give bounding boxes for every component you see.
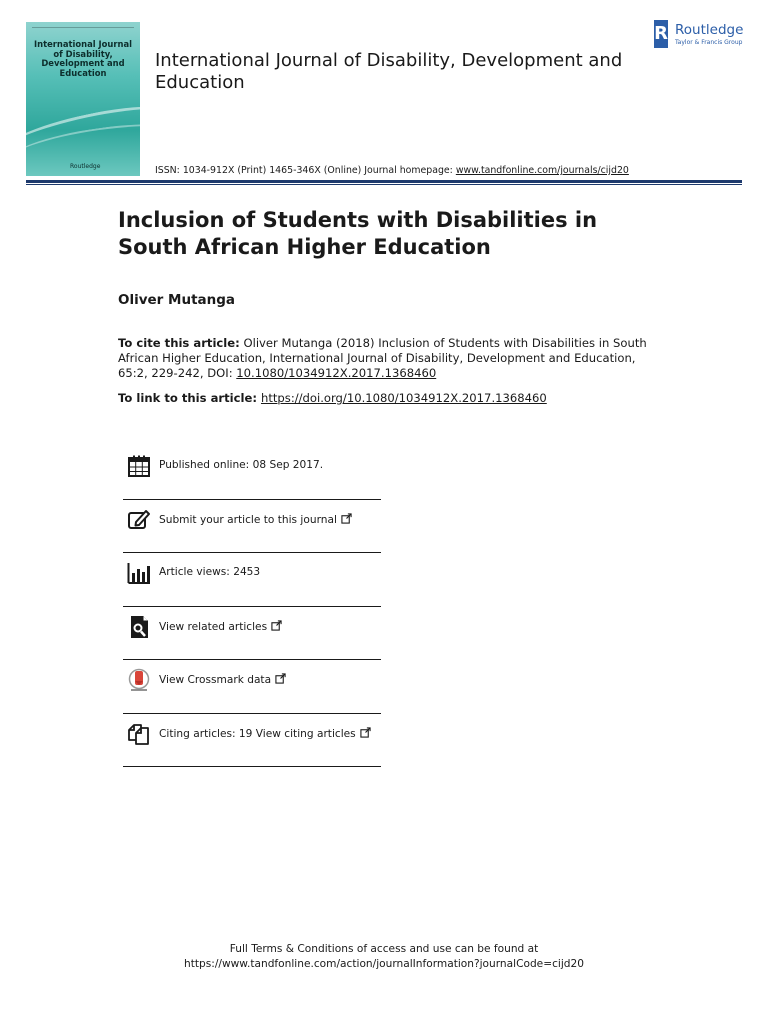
article-link-block (118, 391, 547, 406)
cover-publisher-logo: Routledge (70, 163, 101, 170)
footer-terms-url[interactable]: https://www.tandfonline.com/action/journalInformation?journalCode=cijd20 (183, 958, 584, 970)
external-link-icon (360, 727, 371, 738)
info-submit-article[interactable] (123, 500, 381, 554)
external-link-icon (275, 673, 286, 684)
author-name: Oliver Mutanga (118, 292, 236, 308)
footer-terms (0, 942, 768, 972)
info-published (123, 446, 381, 500)
cite-text: Oliver Mutanga (2018) Inclusion of Students with Disabilities in South African Higher Education, International Journal of Disability, Development and Education, 65:2, 229-242, DOI: (118, 336, 647, 380)
header-rule-thin (26, 184, 742, 185)
publisher-logo[interactable] (654, 20, 749, 50)
info-crossmark[interactable] (123, 660, 381, 714)
publisher-name: Routledge (675, 22, 744, 38)
journal-homepage-link[interactable]: www.tandfonline.com/journals/cijd20 (455, 165, 629, 176)
citing-articles-link[interactable] (159, 727, 371, 740)
external-link-icon (271, 620, 282, 631)
submit-article-label: Submit your article to this journal (159, 513, 337, 526)
edit-icon (127, 508, 151, 532)
publisher-subtitle: Taylor & Francis Group (675, 39, 743, 46)
article-doi-url[interactable]: https://doi.org/10.1080/1034912X.2017.1368460 (260, 391, 547, 405)
link-label: To link to this article: (118, 391, 257, 405)
footer-terms-text: Full Terms & Conditions of access and use can be found at (229, 943, 539, 955)
bar-chart-icon (127, 561, 151, 585)
journal-title: International Journal of Disability, Development and Education (155, 50, 623, 93)
info-article-views (123, 553, 381, 607)
article-title: Inclusion of Students with Disabilities in South African Higher Education (118, 208, 598, 259)
journal-cover-image (26, 22, 140, 176)
article-info-list (123, 446, 381, 767)
article-views: Article views: 2453 (159, 566, 261, 578)
cover-top-line (32, 27, 134, 28)
crossmark-link[interactable] (159, 673, 286, 686)
citing-articles-label: Citing articles: 19 View citing articles (159, 727, 356, 740)
issn-line (155, 165, 629, 176)
external-link-icon (341, 513, 352, 524)
cite-label: To cite this article: (118, 336, 240, 350)
submit-article-link[interactable] (159, 513, 352, 526)
crossmark-icon (127, 668, 151, 692)
header-rule (26, 180, 742, 183)
published-date: Published online: 08 Sep 2017. (159, 459, 324, 471)
crossmark-label: View Crossmark data (159, 674, 272, 686)
related-articles-link[interactable] (159, 620, 282, 633)
issn-text: ISSN: 1034-912X (Print) 1465-346X (Online) Journal homepage: (155, 165, 456, 176)
cover-title: International Journal of Disability, Development and Education (34, 39, 132, 78)
info-citing-articles[interactable] (123, 714, 381, 768)
publisher-mark-icon: R (654, 20, 668, 48)
info-related-articles[interactable] (123, 607, 381, 661)
related-articles-label: View related articles (159, 620, 268, 633)
citation-block (118, 336, 658, 381)
doi-link[interactable]: 10.1080/1034912X.2017.1368460 (236, 366, 437, 380)
search-document-icon (127, 615, 151, 639)
calendar-icon (127, 454, 151, 478)
citing-icon (127, 722, 151, 746)
